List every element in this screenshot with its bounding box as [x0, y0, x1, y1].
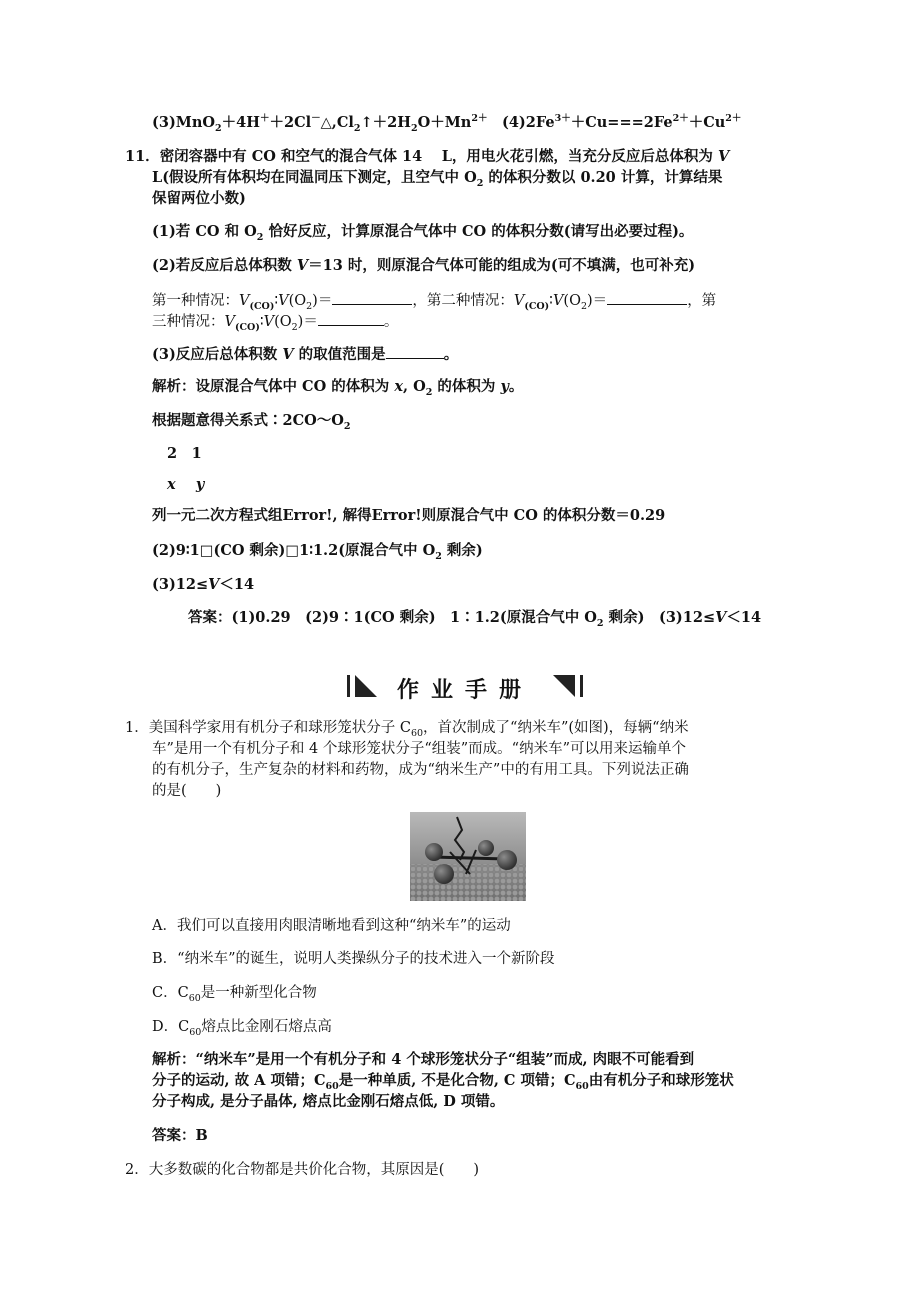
q11-relation: 根据题意得关系式$∶2CO\sim O_2$ [152, 412, 351, 432]
answer-blank-2[interactable] [607, 290, 687, 305]
q11-part2: (2)若反应后总体积数 V＝13 时，则原混合气体可能的组成为(可不填满，也可补充) [152, 257, 696, 274]
q11-ans2: (2)9∶1□(CO 剩余)□1∶1.2(原混合气中 $O_2$ 剩余) [152, 542, 483, 562]
hw1-analysis-line1: 解析：“纳米车”是用一个有机分子和 4 个球形笼状分子“组装”而成, 肉眼不可能看到 [152, 1051, 695, 1068]
nanocar-image [410, 812, 526, 901]
section-banner [347, 669, 583, 707]
q11-analysis: 解析：设原混合气体中 CO 的体积为 x, $O_2$ 的体积为 y。 [152, 378, 524, 398]
hw2-stem: 2．大多数碳的化合物都是共价化合物，其原因是( ) [125, 1162, 480, 1178]
nanocar-figure [410, 812, 526, 901]
hw1-stem-line2: 车”是用一个有机分子和 4 个球形笼状分子“组装”而成。“纳米车”可以用来运输单个 [152, 741, 687, 757]
hw1-analysis-line3: 分子构成, 是分子晶体, 熔点比金刚石熔点低, D 项错。 [152, 1093, 505, 1110]
hw1-option-c: C．$C_{60}$是一种新型化合物 [152, 985, 317, 1004]
hw1-option-d: D．$C_{60}$熔点比金刚石熔点高 [152, 1019, 332, 1038]
banner-right-triangle [553, 675, 575, 697]
hw1-stem-line4: 的是( ) [152, 783, 222, 799]
answer-blank-1[interactable] [332, 290, 412, 305]
q11-stem-line1: 11．密闭容器中有 CO 和空气的混合气体 14 L，用电火花引燃，当充分反应后总体积为 V [125, 148, 730, 165]
q11-part3: (3)反应后总体积数 V 的取值范围是 。 [152, 346, 459, 363]
q11-ans3: (3)12≤V＜14 [152, 576, 255, 593]
answer-blank-3[interactable] [318, 311, 384, 326]
hw1-option-a: A．我们可以直接用肉眼清晰地看到这种“纳米车”的运动 [152, 918, 511, 934]
hw1-option-b: B．“纳米车”的诞生，说明人类操纵分子的技术进入一个新阶段 [152, 951, 555, 967]
q11-cases-line2: 三种情况：$V_{(CO)}∶V(O_2)=$ 。 [152, 311, 398, 332]
hw1-answer: 答案：B [152, 1127, 208, 1144]
hw1-stem-line3: 的有机分子，生产复杂的材料和药物，成为“纳米生产”中的有用工具。下列说法正确 [152, 762, 689, 778]
q11-stem-line2: L(假设所有体积均在同温同压下测定，且空气中 $O_2$ 的体积分数以 0.20 计算，计算结果 [152, 169, 723, 189]
q11-answer: 答案：(1)0.29 (2)9∶1(CO 剩余) 1∶1.2(原混合气中 $O_2$ 剩余) (3)12≤V＜14 [188, 609, 762, 629]
q11-coefficients: 2 1 [167, 445, 202, 462]
q11-cases-line1: 第一种情况：$V_{(CO)}∶V(O_2)=$ ，第二种情况：$V_{(CO)}∶V(O_2)=$ ，第 [152, 290, 716, 311]
q10-reaction-line: $(3)MnO_2+4H^++2Cl^-\triangle,Cl_2↑+2H_2O+Mn^{2+}$ $(4)2Fe^{3+}+Cu===2Fe^{2+}+Cu^{2+}$ [152, 113, 742, 134]
banner-title: 作业手册 [396, 678, 533, 703]
q11-part1: (1)若 CO 和 $O_2$ 恰好反应，计算原混合气体中 CO 的体积分数(请写出必要过程)。 [152, 223, 694, 243]
hw1-analysis-line2: 分子的运动, 故 A 项错；$C_{60}$是一种单质, 不是化合物, C 项错；$C_{60}$由有机分子和球形笼状 [152, 1072, 734, 1092]
banner-right-bar [580, 675, 583, 697]
q11-variables: x y [167, 476, 205, 493]
hw1-stem-line1: 1．美国科学家用有机分子和球形笼状分子 $C_{60}$，首次制成了“纳米车”(如图)，每辆“纳米 [125, 720, 689, 739]
q11-equations: 列一元二次方程式组Error!, 解得Error!则原混合气中 CO 的体积分数＝0.29 [152, 507, 666, 524]
q11-stem-line3: 保留两位小数) [152, 190, 246, 207]
answer-blank-4[interactable] [386, 344, 444, 359]
